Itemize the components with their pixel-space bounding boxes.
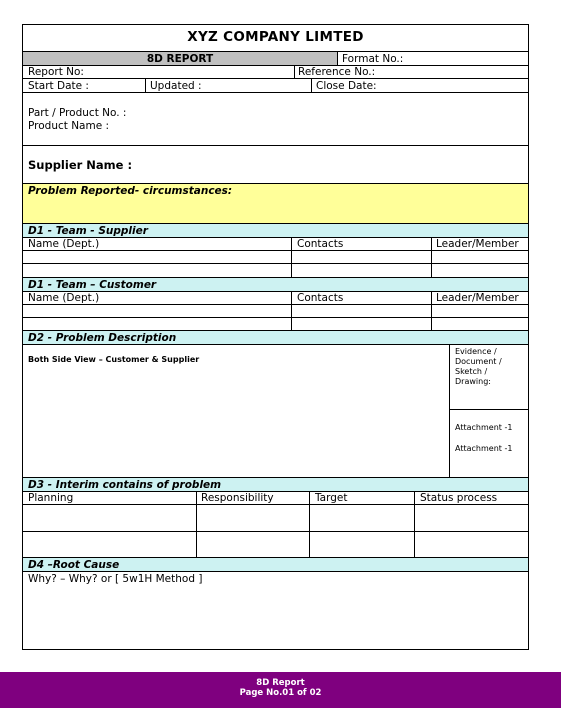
- d3-heading: D3 - Interim contains of problem: [28, 479, 222, 491]
- evidence-line-4: Drawing:: [455, 377, 491, 386]
- format-no-label[interactable]: Format No.:: [342, 53, 404, 65]
- d4-prompt: Why? – Why? or [ 5w1H Method ]: [28, 573, 203, 585]
- d2-note: Both Side View – Customer & Supplier: [28, 355, 200, 364]
- d1-supplier-col-leader: Leader/Member: [436, 238, 519, 250]
- d1-customer-col-contacts: Contacts: [297, 292, 344, 304]
- d3-col-target: Target: [315, 492, 348, 504]
- start-date-label[interactable]: Start Date :: [28, 80, 89, 92]
- d1-supplier-col-contacts: Contacts: [297, 238, 344, 250]
- footer-page-number: Page No.01 of 02: [239, 688, 322, 698]
- d1-customer-heading: D1 - Team – Customer: [28, 279, 157, 291]
- attachment-2[interactable]: Attachment -1: [455, 444, 513, 453]
- report-no-label[interactable]: Report No:: [28, 66, 84, 78]
- d4-heading: D4 –Root Cause: [28, 559, 120, 571]
- product-name-label[interactable]: Product Name :: [28, 120, 110, 132]
- d1-customer-col-name: Name (Dept.): [28, 292, 100, 304]
- d1-customer-col-leader: Leader/Member: [436, 292, 519, 304]
- evidence-line-3: Sketch /: [455, 367, 488, 376]
- reference-no-label[interactable]: Reference No.:: [298, 66, 376, 78]
- d1-supplier-heading: D1 - Team - Supplier: [28, 225, 148, 237]
- evidence-line-2: Document /: [455, 357, 502, 366]
- attachment-1[interactable]: Attachment -1: [455, 423, 513, 432]
- report-title: 8D REPORT: [146, 53, 214, 65]
- page-footer: [0, 672, 561, 708]
- evidence-line-1: Evidence /: [455, 347, 497, 356]
- footer-title: 8D Report: [256, 678, 305, 688]
- d2-heading: D2 - Problem Description: [28, 332, 177, 344]
- d1-supplier-col-name: Name (Dept.): [28, 238, 100, 250]
- supplier-name-label[interactable]: Supplier Name :: [28, 158, 133, 172]
- d3-col-planning: Planning: [28, 492, 74, 504]
- problem-reported-label: Problem Reported- circumstances:: [28, 185, 233, 197]
- close-date-label[interactable]: Close Date:: [316, 80, 377, 92]
- part-product-no-label[interactable]: Part / Product No. :: [28, 107, 127, 119]
- d3-col-responsibility: Responsibility: [201, 492, 274, 504]
- company-name: XYZ COMPANY LIMTED: [187, 29, 364, 45]
- updated-label[interactable]: Updated :: [150, 80, 202, 92]
- d3-col-status: Status process: [420, 492, 498, 504]
